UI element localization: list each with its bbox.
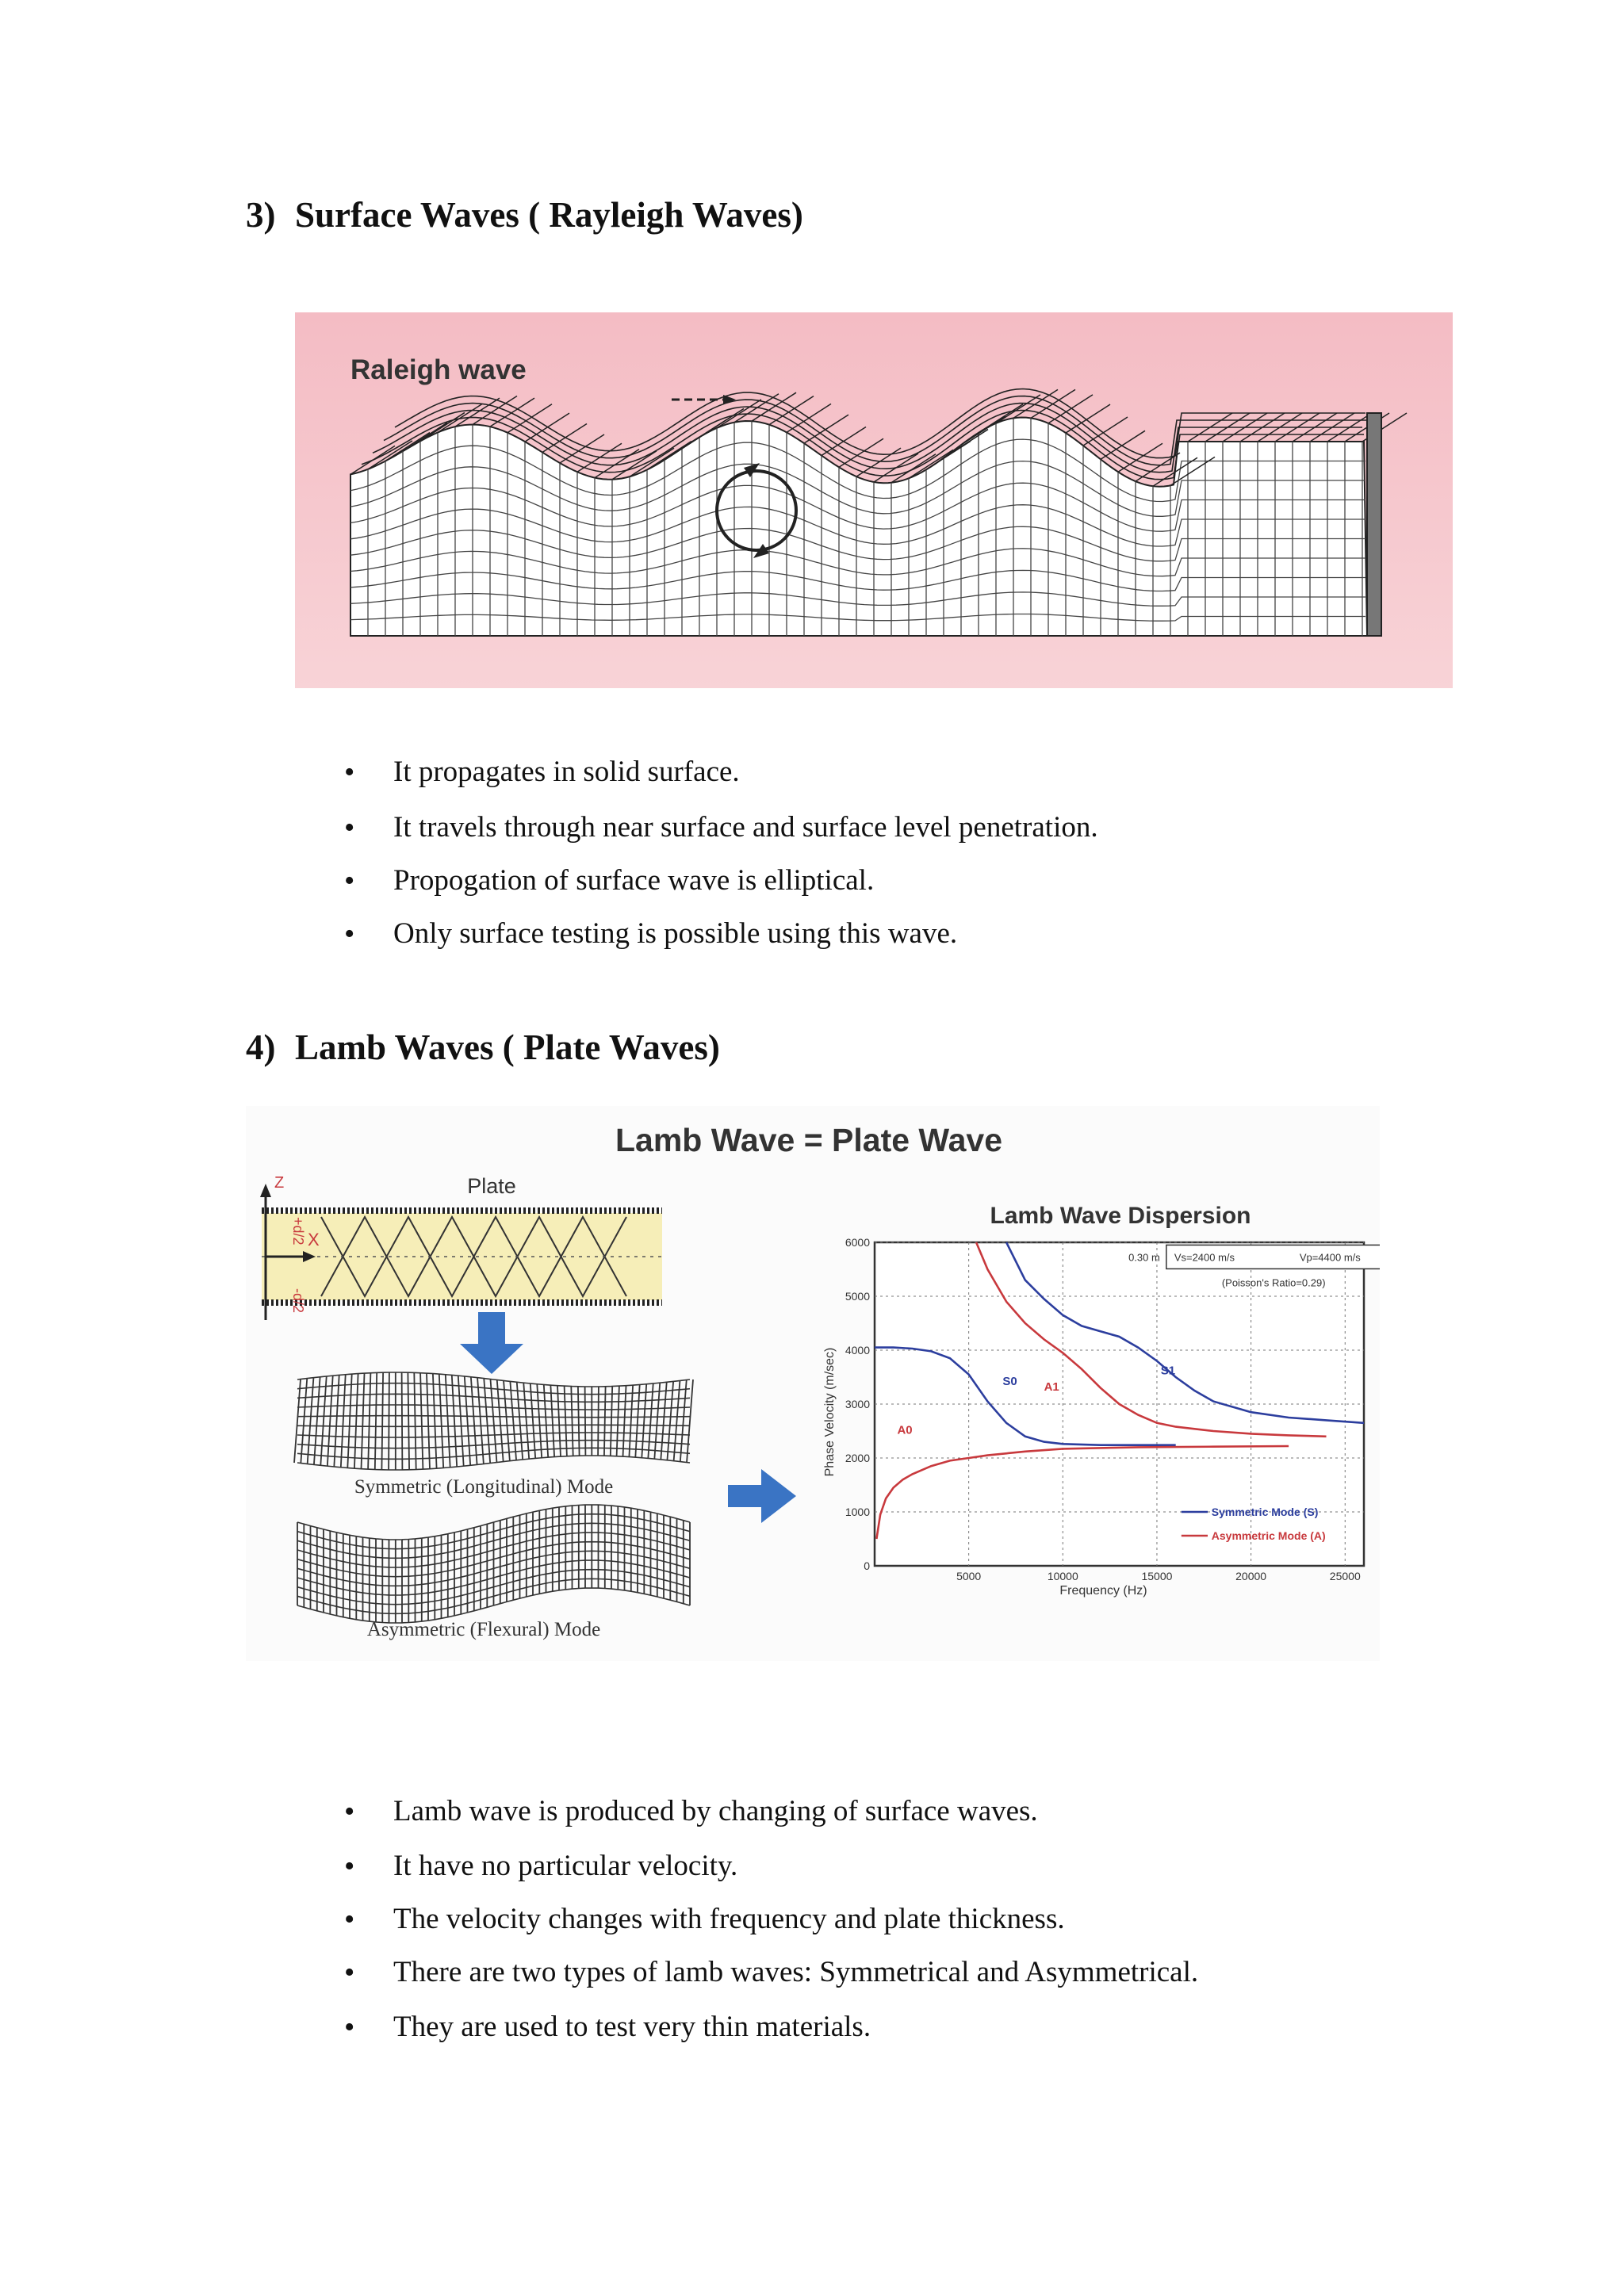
z-axis-label: Z bbox=[274, 1174, 285, 1192]
plate-label: Plate bbox=[467, 1174, 516, 1198]
y-tick-label: 2000 bbox=[845, 1452, 870, 1464]
section-3-heading bbox=[246, 194, 803, 235]
rayleigh-wave-figure bbox=[295, 312, 1453, 688]
legend-label: Symmetric Mode (S) bbox=[1211, 1506, 1319, 1518]
x-tick-label: 15000 bbox=[1141, 1570, 1173, 1582]
dispersion-chart bbox=[823, 1236, 1380, 1598]
plate-top-half-thickness: +d/2 bbox=[290, 1217, 306, 1246]
list-item: • Lamb wave is produced by changing of surface waves. bbox=[344, 1794, 1198, 1849]
lamb-wave-figure bbox=[246, 1106, 1380, 1661]
list-item: • They are used to test very thin materials. bbox=[344, 2010, 1198, 2063]
plate-bottom-half-thickness: -d/2 bbox=[290, 1288, 306, 1314]
list-item: • It have no particular velocity. bbox=[344, 1849, 1198, 1902]
lamb-figure-title: Lamb Wave = Plate Wave bbox=[615, 1122, 1003, 1158]
y-axis-title: Phase Velocity (m/sec) bbox=[823, 1347, 837, 1477]
list-item: • It propagates in solid surface. bbox=[344, 755, 1098, 810]
y-tick-label: 3000 bbox=[845, 1398, 870, 1410]
series-label: A0 bbox=[897, 1423, 913, 1437]
legend-label: Asymmetric Mode (A) bbox=[1211, 1529, 1326, 1542]
symmetric-mode-caption: Symmetric (Longitudinal) Mode bbox=[354, 1476, 614, 1498]
section-3-bullet-list bbox=[344, 755, 1098, 970]
x-axis-label: X bbox=[308, 1230, 320, 1249]
section-3-number: 3) bbox=[246, 195, 276, 235]
asymmetric-mode-caption: Asymmetric (Flexural) Mode bbox=[366, 1619, 601, 1640]
list-item: • There are two types of lamb waves: Symmetrical and Asymmetrical. bbox=[344, 1955, 1198, 2010]
list-item: • The velocity changes with frequency and plate thickness. bbox=[344, 1902, 1198, 1955]
series-label: A1 bbox=[1044, 1380, 1059, 1394]
vp-label: Vp=4400 m/s bbox=[1299, 1251, 1361, 1264]
list-item: • It travels through near surface and surface level penetration. bbox=[344, 810, 1098, 863]
x-tick-label: 10000 bbox=[1047, 1570, 1078, 1582]
chart-title: Lamb Wave Dispersion bbox=[990, 1203, 1251, 1229]
y-tick-label: 5000 bbox=[845, 1290, 870, 1303]
x-tick-label: 5000 bbox=[956, 1570, 982, 1582]
list-item: • Only surface testing is possible using this wave. bbox=[344, 916, 1098, 970]
y-tick-label: 4000 bbox=[845, 1344, 870, 1357]
x-axis-title: Frequency (Hz) bbox=[1059, 1584, 1147, 1598]
vs-label: Vs=2400 m/s bbox=[1174, 1251, 1235, 1264]
rayleigh-wave-illustration bbox=[295, 312, 1453, 688]
series-label: S0 bbox=[1002, 1375, 1017, 1389]
series-label: S1 bbox=[1160, 1364, 1176, 1378]
y-tick-label: 6000 bbox=[845, 1236, 870, 1249]
poisson-note: (Poisson's Ratio=0.29) bbox=[1221, 1276, 1326, 1289]
section-3-title: Surface Waves ( Rayleigh Waves) bbox=[295, 195, 803, 235]
section-4-bullet-list bbox=[344, 1794, 1198, 2063]
x-tick-label: 25000 bbox=[1329, 1570, 1361, 1582]
thickness-label: 0.30 m bbox=[1128, 1251, 1160, 1264]
y-tick-label: 0 bbox=[864, 1559, 870, 1572]
y-tick-label: 1000 bbox=[845, 1506, 870, 1518]
section-4-number: 4) bbox=[246, 1027, 276, 1067]
section-4-title: Lamb Waves ( Plate Waves) bbox=[295, 1027, 720, 1067]
section-4-heading bbox=[246, 1027, 720, 1068]
lamb-wave-illustration bbox=[246, 1106, 1380, 1661]
rayleigh-wave-label: Raleigh wave bbox=[350, 354, 527, 385]
x-tick-label: 20000 bbox=[1235, 1570, 1267, 1582]
list-item: • Propogation of surface wave is elliptical. bbox=[344, 863, 1098, 916]
